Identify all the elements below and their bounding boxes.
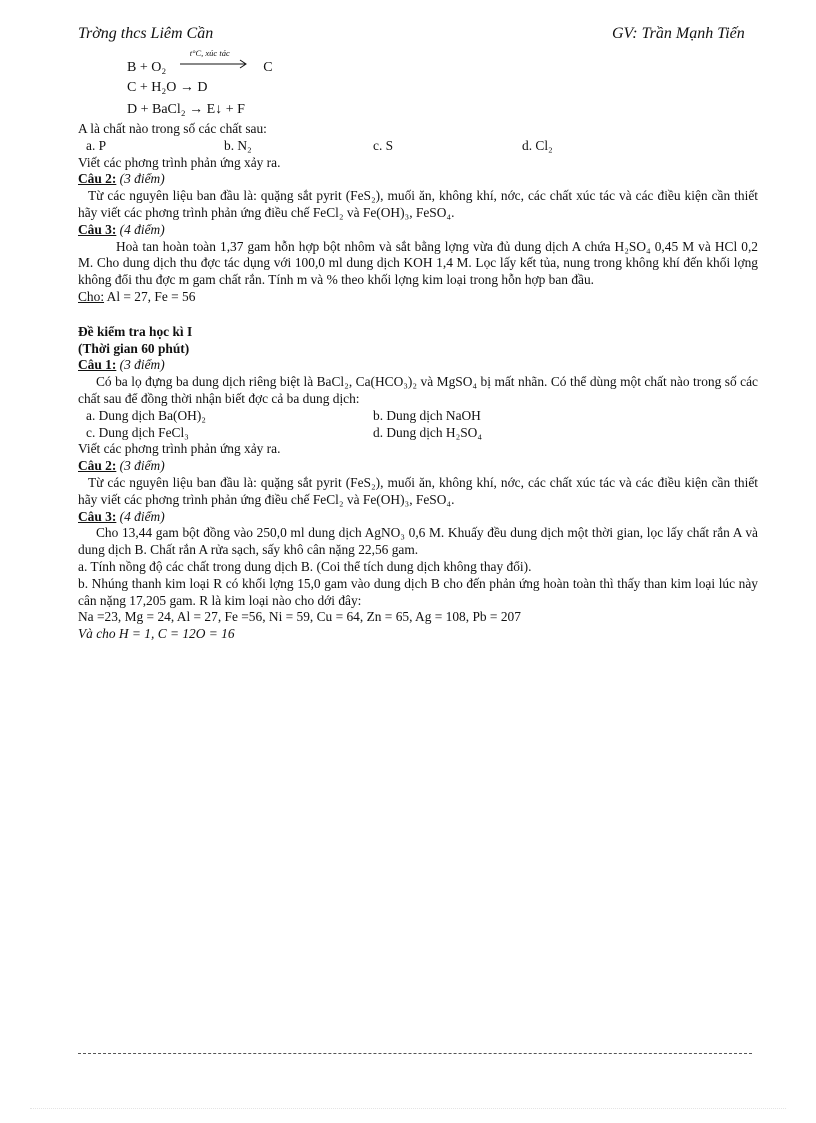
question-3-part-b: b. Nhúng thanh kim loại R có khối lợng 15,0 gam vào dung dịch B cho đến phản ứng hoàn toàn thì thấy than kim loại lúc này cân nặng 17,205 gam. R là kim loại nào cho dới đây: [78, 575, 758, 608]
document-body [78, 121, 758, 643]
option-b: b. N₂ [224, 137, 252, 153]
question-1-heading [78, 357, 758, 374]
given-values: Al = 27, Fe = 56 [104, 288, 196, 304]
write-equations: Viết các phơng trình phản ứng xảy ra. [78, 441, 281, 457]
question-points: (3 điểm) [116, 171, 165, 187]
question-3-text: Cho 13,44 gam bột đồng vào 250,0 ml dung dịch AgNO₃ 0,6 M. Khuấy đều dung dịch một thời gian, lọc lấy chất rắn A và dung dịch B. Chất rắn A rửa sạch, sấy khô cân nặng 22,56 gam. [78, 525, 758, 558]
given-data [78, 289, 758, 306]
option-c: c. S [373, 137, 394, 153]
question-1-text: Có ba lọ đựng ba dung dịch riêng biệt là BaCl₂, Ca(HCO₃)₂ và MgSO₄ bị mất nhãn. Có thể dùng một chất nào trong số các chất sau để đồng thời nhận biết đợc cả ba dung dịch: [78, 374, 758, 406]
option-c: c. Dung dịch FeCl₃ [86, 424, 189, 440]
question-3-part-a: a. Tính nồng độ các chất trong dung dịch B. (Coi thể tích dung dịch không thay đổi). [78, 558, 532, 574]
question-points: (4 điểm) [116, 508, 165, 524]
option-a: a. Dung dịch Ba(OH)₂ [86, 407, 206, 423]
footer-divider [78, 1053, 752, 1054]
question-points: (4 điểm) [116, 221, 165, 237]
right-arrow-icon [180, 59, 250, 69]
option-d: d. Dung dịch H₂SO₄ [373, 424, 483, 440]
header-teacher: GV: Trần Mạnh Tiến [612, 25, 745, 42]
page-edge-divider [30, 1108, 786, 1109]
question-3-heading [78, 222, 758, 239]
reaction-2: C + H₂O → D [127, 80, 208, 95]
reaction-arrow [180, 48, 250, 71]
question-label: Câu 3: [78, 221, 117, 237]
exam-title: Đề kiểm tra học kì I [78, 323, 193, 339]
header-school: Trờng thcs Liêm Cần [78, 25, 214, 42]
question-label: Câu 3: [78, 508, 117, 524]
question-3-text: Hoà tan hoàn toàn 1,37 gam hỗn hợp bột nhôm và sắt bằng lợng vừa đủ dung dịch A chứa H₂SO₄ 0,45 M và HCl 0,2 M. Cho dung dịch thu đợc tác dụng với 100,0 ml dung dịch KOH 1,4 M. Lọc lấy kết tủa, nung trong không khí đến khối lợng không đổi thu đợc m gam chất rắn. Tính m và % theo khối lợng kim loại trong hỗn hợp ban đầu. [78, 238, 758, 288]
write-equations: Viết các phơng trình phản ứng xảy ra. [78, 154, 281, 170]
answer-options-row-1 [78, 408, 758, 425]
option-d: d. Cl₂ [522, 137, 553, 153]
atomic-masses-extra: Và cho H = 1, C = 12O = 16 [78, 626, 235, 642]
question-2-text: Từ các nguyên liệu ban đầu là: quặng sắt pyrit (FeS₂), muối ăn, không khí, nớc, các chất xúc tác và các điều kiện cần thiết hãy viết các phơng trình phản ứng điều chế FeCl₂ và Fe(OH)₃, FeSO₄. [78, 474, 758, 507]
exam-time: (Thời gian 60 phút) [78, 340, 190, 356]
reaction-condition: t°C, xúc tác [189, 48, 230, 58]
question-points: (3 điểm) [116, 458, 165, 474]
question-3-heading [78, 509, 758, 526]
question-2-heading [78, 458, 758, 475]
atomic-masses: Na =23, Mg = 24, Al = 27, Fe =56, Ni = 59, Cu = 64, Zn = 65, Ag = 108, Pb = 207 [78, 609, 521, 625]
question-2-heading [78, 171, 758, 188]
reaction-1-lhs: B + O₂ [127, 60, 167, 75]
answer-options-row-2 [78, 425, 758, 442]
reaction-1-rhs: C [263, 60, 273, 75]
question-label: Câu 2: [78, 171, 117, 187]
question-2-text: Từ các nguyên liệu ban đầu là: quặng sắt pyrit (FeS₂), muối ăn, không khí, nớc, các chất xúc tác và các điều kiện cần thiết hãy viết các phơng trình phản ứng điều chế FeCl₂ và Fe(OH)₃, FeSO₄. [78, 188, 758, 220]
question-label: Câu 1: [78, 357, 117, 373]
question-label: Câu 2: [78, 458, 117, 474]
option-b: b. Dung dịch NaOH [373, 407, 481, 423]
given-label: Cho: [78, 288, 105, 304]
reaction-3: D + BaCl₂ → E↓ + F [127, 102, 245, 117]
question-points: (3 điểm) [116, 357, 165, 373]
answer-options [78, 138, 758, 155]
question-intro: A là chất nào trong số các chất sau: [78, 121, 267, 136]
option-a: a. P [86, 137, 107, 153]
reaction-1 [127, 48, 273, 77]
